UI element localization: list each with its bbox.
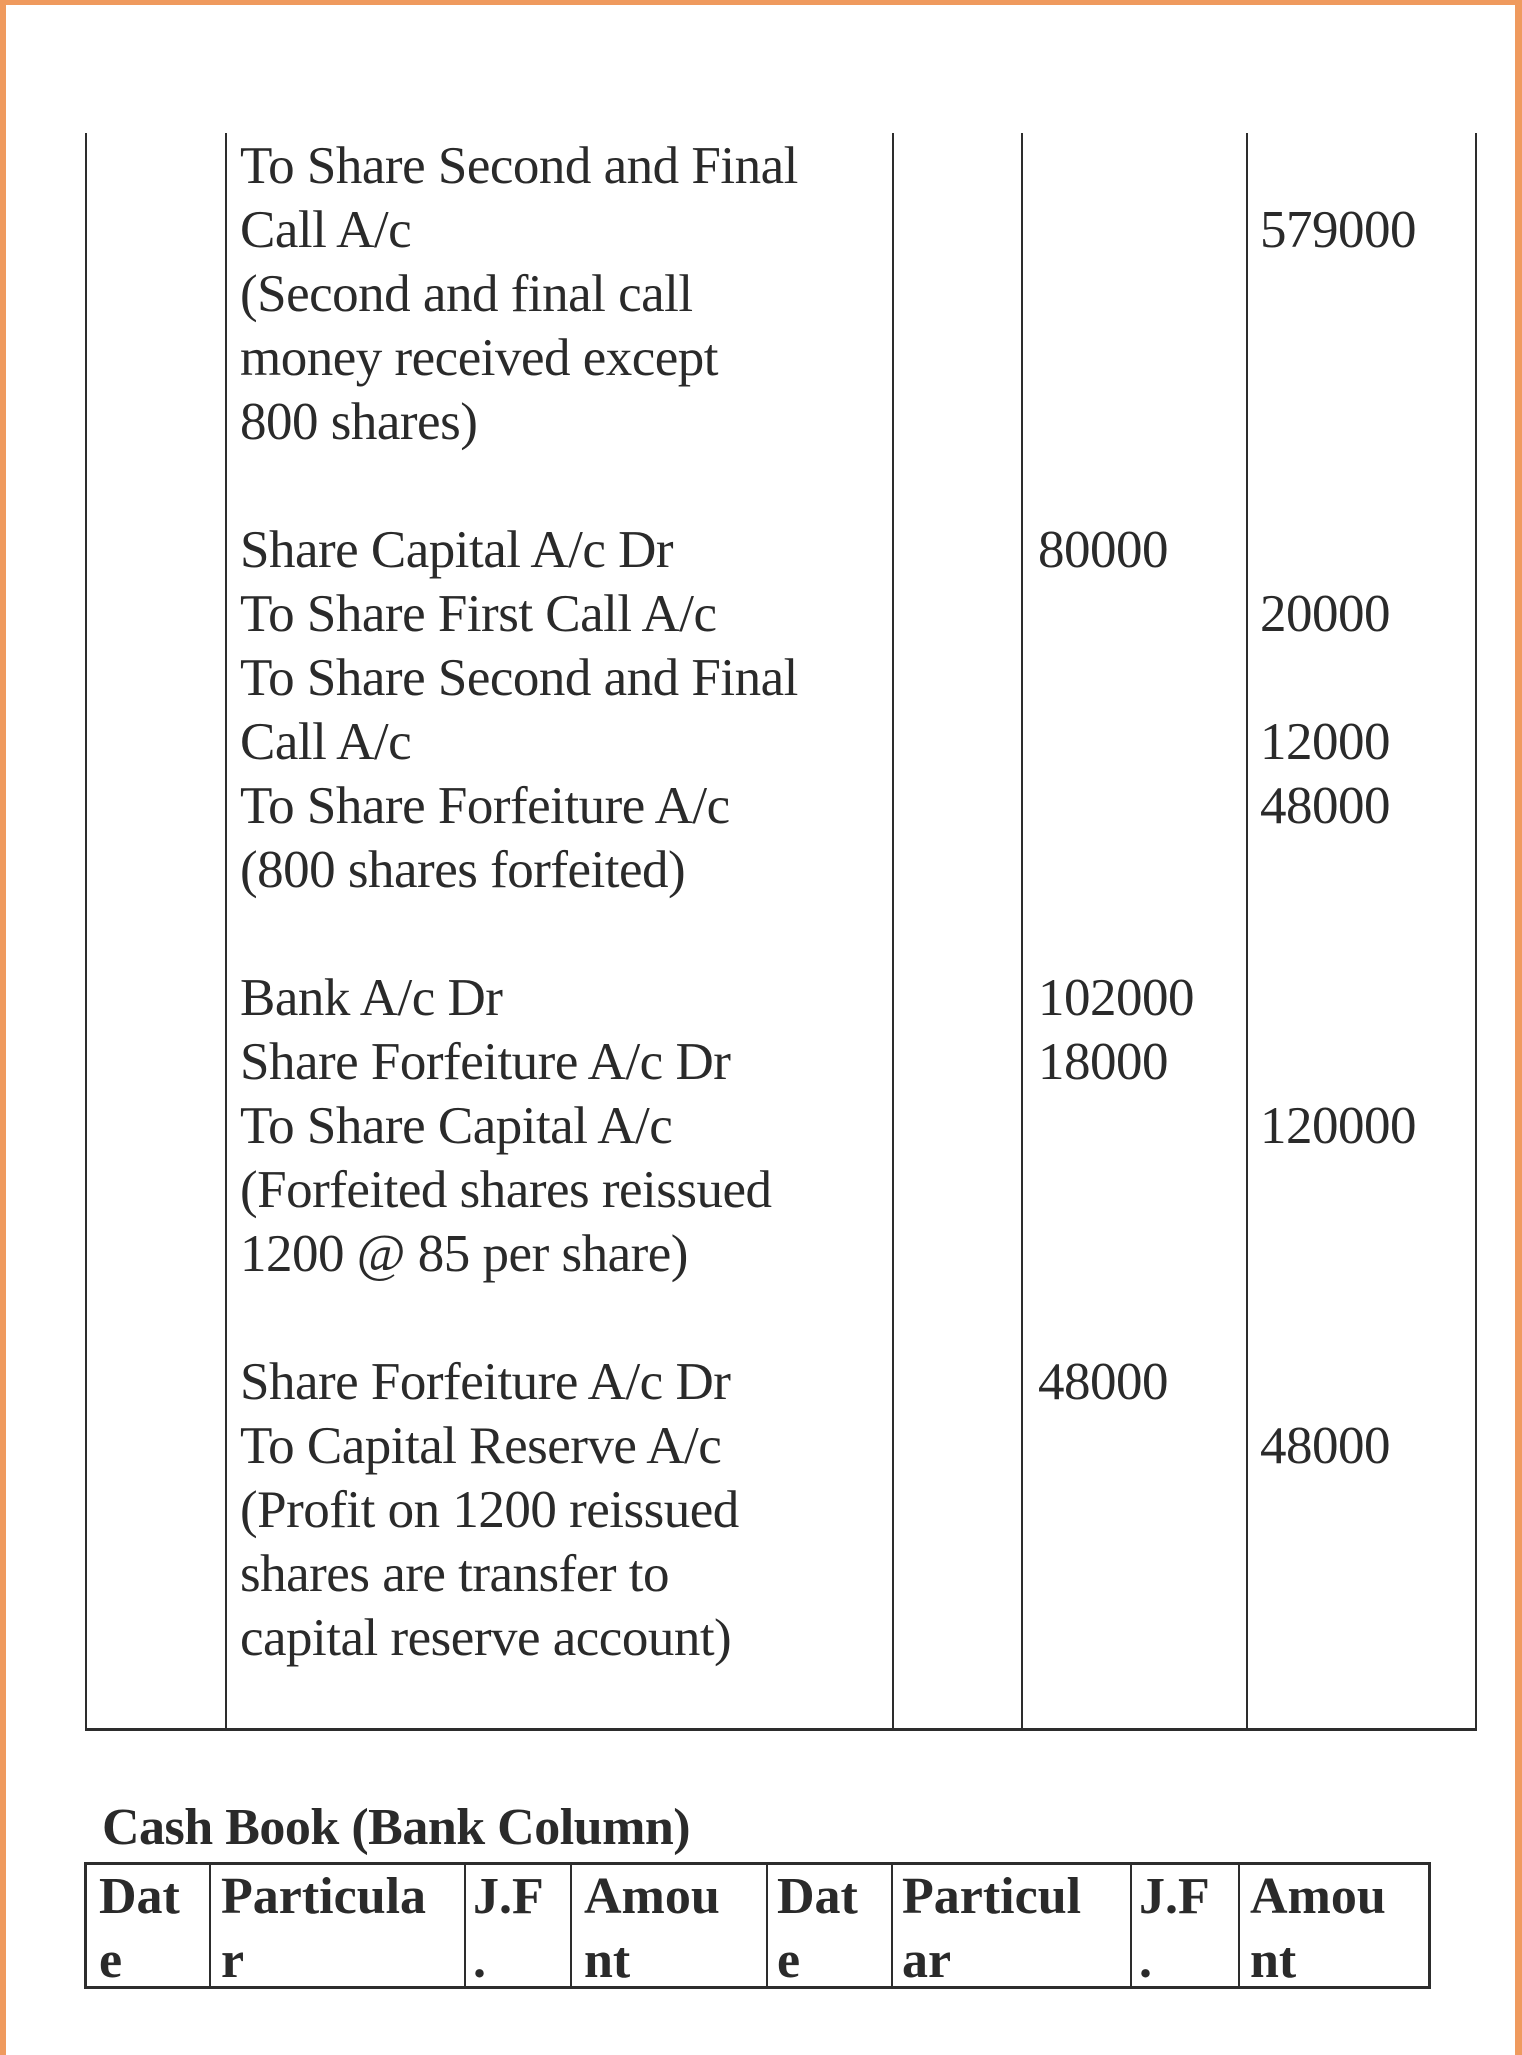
journal-particulars-line: Share Forfeiture A/c Dr [240, 1033, 731, 1091]
journal-particulars-line: To Share Capital A/c [240, 1097, 673, 1155]
page-frame-right [1515, 0, 1522, 2055]
cash-divider-2 [464, 1865, 466, 1986]
journal-entries-table [85, 133, 1477, 1731]
header-particular-dr: Particula r [221, 1868, 427, 1989]
header-amount-dr: Amou nt [584, 1868, 720, 1989]
journal-credit-amount: 20000 [1260, 585, 1390, 643]
journal-particulars-line: To Share Second and Final [240, 649, 798, 707]
journal-particulars-line: To Share First Call A/c [240, 585, 717, 643]
journal-particulars-line: Bank A/c Dr [240, 969, 503, 1027]
journal-border-right [1475, 133, 1477, 1731]
journal-debit-amount: 18000 [1038, 1033, 1168, 1091]
page-frame-left [0, 0, 6, 2055]
journal-particulars-line: Share Forfeiture A/c Dr [240, 1353, 731, 1411]
journal-divider-lf [1021, 133, 1023, 1731]
header-jf-dr: J.F . [473, 1868, 544, 1989]
journal-credit-amount: 120000 [1260, 1097, 1416, 1155]
journal-particulars-line: 800 shares) [240, 393, 478, 451]
journal-particulars-line: (Forfeited shares reissued [240, 1161, 772, 1219]
journal-particulars-line: Call A/c [240, 201, 412, 259]
journal-particulars-line: shares are transfer to [240, 1545, 669, 1603]
header-date-cr: Dat e [777, 1868, 858, 1989]
journal-credit-amount: 48000 [1260, 777, 1390, 835]
journal-particulars-line: money received except [240, 329, 719, 387]
journal-divider-particulars [892, 133, 894, 1731]
journal-particulars-line: capital reserve account) [240, 1609, 732, 1667]
cash-divider-5 [891, 1865, 893, 1986]
header-jf-cr: J.F . [1139, 1868, 1210, 1989]
journal-particulars-line: (800 shares forfeited) [240, 841, 686, 899]
journal-debit-amount: 80000 [1038, 521, 1168, 579]
cash-divider-4 [766, 1865, 768, 1986]
journal-debit-amount: 102000 [1038, 969, 1194, 1027]
journal-particulars-line: (Profit on 1200 reissued [240, 1481, 739, 1539]
journal-border-left [85, 133, 87, 1731]
journal-credit-amount: 579000 [1260, 201, 1416, 259]
cash-divider-3 [570, 1865, 572, 1986]
cash-divider-1 [209, 1865, 211, 1986]
journal-divider-debit [1246, 133, 1248, 1731]
journal-credit-amount: 12000 [1260, 713, 1390, 771]
journal-particulars-line: (Second and final call [240, 265, 693, 323]
cash-book-table [84, 1862, 1431, 1989]
journal-border-bottom [85, 1728, 1477, 1731]
cash-divider-6 [1130, 1865, 1132, 1986]
journal-particulars-line: Share Capital A/c Dr [240, 521, 674, 579]
header-particular-cr: Particul ar [902, 1868, 1082, 1989]
journal-particulars-line: To Capital Reserve A/c [240, 1417, 722, 1475]
header-date-dr: Dat e [99, 1868, 180, 1989]
journal-particulars-line: 1200 @ 85 per share) [240, 1225, 688, 1283]
journal-particulars-line: Call A/c [240, 713, 412, 771]
header-amount-cr: Amou nt [1250, 1868, 1386, 1989]
page-frame-top [0, 0, 1522, 5]
journal-particulars-line: To Share Second and Final [240, 137, 798, 195]
journal-divider-date [225, 133, 227, 1731]
cash-divider-7 [1238, 1865, 1240, 1986]
journal-debit-amount: 48000 [1038, 1353, 1168, 1411]
journal-credit-amount: 48000 [1260, 1417, 1390, 1475]
journal-particulars-line: To Share Forfeiture A/c [240, 777, 730, 835]
cash-book-title: Cash Book (Bank Column) [102, 1799, 691, 1856]
